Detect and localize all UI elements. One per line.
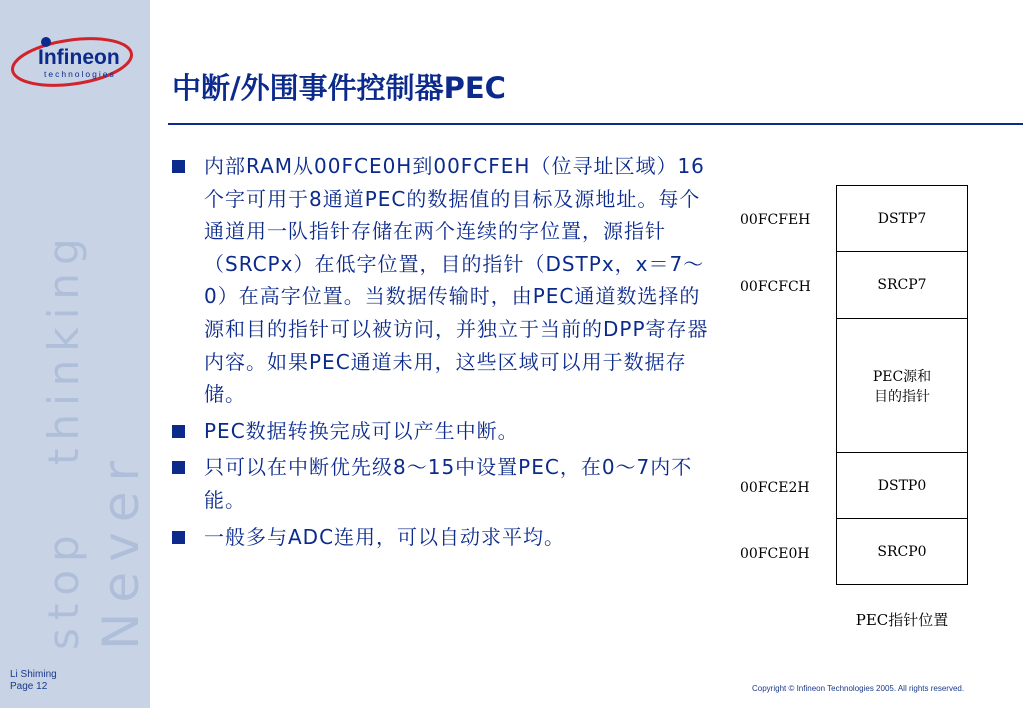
memory-cell-dstp0: DSTP0 [836,452,968,519]
page-title: 中断/外围事件控制器PEC [172,71,506,105]
tagline-watermark [0,0,150,708]
footer-left [10,669,57,693]
memory-cell-pec-pointers [836,318,968,453]
bullet-item [170,415,715,448]
title-divider [168,123,1023,125]
pec-pointer-diagram [740,185,980,645]
address-label: 00FCFCH [740,279,811,295]
square-bullet-icon [172,461,185,474]
address-label: 00FCE2H [740,480,810,496]
memory-cell-srcp0: SRCP0 [836,518,968,585]
bullet-item [170,150,715,411]
page-number: Page 12 [10,681,48,692]
sidebar [0,0,150,708]
bullet-text: 只可以在中断优先级8～15中设置PEC，在0～7内不能。 [204,455,693,512]
bullet-text: PEC数据转换完成可以产生中断。 [204,418,519,443]
bullet-item [170,521,715,554]
memory-cell-dstp7: DSTP7 [836,185,968,252]
bullet-list [170,150,715,557]
square-bullet-icon [172,425,185,438]
address-label: 00FCFEH [740,212,811,228]
svg-text:thinking: thinking [39,230,88,465]
bullet-text: 内部RAM从00FCE0H到00FCFEH（位寻址区域）16个字可用于8通道PEC的数据值的目标及源地址。每个通道用一队指针存储在两个连续的字位置，源指针（SRCPx）在低字位置，目的指针（DSTPx，x＝7～0）在高字位置。当数据传输时，由PEC通道数选择的源和目的指针可以被访问，并独立于当前的DPP寄存器内容。如果PEC通道未用，这些区域可以用于数据存储。 [204,154,709,407]
bullet-item [170,451,715,516]
diagram-caption: PEC指针位置 [855,611,949,629]
memory-cell-srcp7: SRCP7 [836,251,968,319]
svg-text:Infineon: Infineon [38,46,120,69]
cell-label-line: PEC源和 [872,368,932,385]
square-bullet-icon [172,531,185,544]
svg-text:technologies: technologies [44,69,116,79]
author: Li Shiming [10,669,57,680]
square-bullet-icon [172,160,185,173]
address-label: 00FCE0H [740,546,810,562]
copyright: Copyright © Infineon Technologies 2005. All rights reserved. [752,684,965,693]
cell-label-line: 目的指针 [874,388,930,405]
svg-text:stop: stop [39,527,88,650]
svg-text:Never: Never [92,450,150,650]
bullet-text: 一般多与ADC连用，可以自动求平均。 [204,524,566,549]
